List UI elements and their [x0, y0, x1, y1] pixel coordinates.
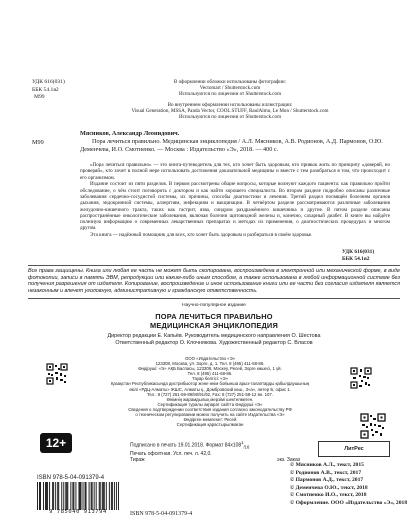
publisher-line: Тел. 8 (495) 411-68-86. [187, 371, 233, 377]
qr-code-icon [360, 413, 386, 439]
age-rating-badge: 12+ [40, 433, 72, 453]
udk-code: УДК 616(031) [342, 249, 375, 255]
title-line-2: МЕДИЦИНСКАЯ ЭНЦИКЛОПЕДИЯ [150, 321, 278, 330]
publisher-line: Қазақстан Республикасында дистрибьютор және өнім бойынша арыз-талаптарды қабылдаушының [110, 381, 310, 387]
print-tirazh [130, 457, 300, 463]
copyright-line: © Деменчева О.Ю., текст, 2018 [290, 484, 368, 491]
credit-line: Используются по лицензии от Shutterstock.com [178, 114, 282, 121]
title-line-1: ПОРА ЛЕЧИТЬСЯ ПРАВИЛЬНО [155, 312, 273, 321]
udk-right-block [342, 249, 374, 262]
credit-line: Vectomart / Shutterstock.com [199, 85, 261, 92]
isbn-label: ISBN 978-5-04-091379-4 [37, 475, 105, 481]
publisher-line: өкілі «РДЦ-Алматы» ЖШС, Алматы қ., Домбровский көш., 3«а», литер Б, офис 1. [129, 386, 291, 392]
annotation-paragraph: Эта книга — надёжный помощник для всех, кто хочет быть здоровым и разбираться в своём здоровье. [90, 232, 313, 239]
publisher-line: Тауар белгісі: «Э» [192, 376, 228, 382]
annotation-paragraph: «Пора лечиться правильно» — это книга-путеводитель для тех, кто хочет быть здоровым, кто привык жить по принципу «доверяй, но проверяй», кто хочет в полной мере использовать достижения доказательной медицины и вместе с тем разобраться в том, что происходит с его организмом. [80, 162, 390, 181]
entry-title: Пора лечиться правильно. Медицинская энциклопедия / А.Л. Мясников, А.В. Родионов, А.Д. Пармонов, О.Ю. Деменчева, И.О. Смотненко. — Москва : Издательство «Э», 2018. — 400 с. [80, 138, 383, 153]
print-line: Печать офсетная. Усл. печ. л. 42,0. [130, 450, 212, 457]
annotation-paragraph: Издание состоит из пяти разделов. В первом рассмотрены общие вопросы, которые волнуют каждого пациента: как правильно пройти обследование, о чём стоит поговорить с доктором и как найти хорошего специалиста. Во втором разделе подробно описаны различные заболевания сердечно-сосудистой системы, их причины, способы диагностики и лечения. Третий раздел посвящён болезням органов дыхания, эндокринной системы, аллергиям, инфекциям и вакцинации. В четвёртом разделе рассматриваются различные заболевания желудочно-кишечного тракта, таких как гастрит, язва, синдром раздражённого кишечника и другие. В пятом разделе описаны распространённые онкологические заболевания, включая болезни щитовидной железы и, конечно, сахарный диабет. В книге вы найдёте полезную информацию о современных лекарственных препаратах и методах их применения, о диагностических процедурах и многом другом. [80, 181, 390, 232]
publisher-line: ООО «Издательство «Э» [184, 356, 236, 361]
publisher-line: Сертификация туралы ақпарат сайтта Өндіруші «Э» [157, 401, 263, 407]
book-title [28, 312, 400, 330]
print-format: Подписано в печать 19.01.2018. Формат 84x108 [130, 442, 242, 449]
print-line [130, 440, 300, 451]
divider [28, 265, 400, 266]
isbn-bottom: ISBN 978-5-04-091379-4 [130, 511, 193, 517]
print-format-sup: 1 [241, 440, 244, 445]
tirazh-value: экз. Заказ [277, 457, 300, 464]
publisher-line: Өндірген мемлекет: Ресей [183, 417, 237, 423]
publisher-line: Сведения о подтверждении соответствия издания согласно законодательству РФ [128, 406, 292, 412]
publisher-line: Өндіруші: «Э» АҚБ Баспасы, 123308, Мәскеу, Ресей, Зорге көшесі, 1 үй. [138, 366, 282, 372]
barcode-icon [37, 482, 119, 510]
tirazh-label: Тираж [130, 457, 145, 464]
copyright-line: © Смотненко И.О., текст, 2018 [290, 492, 367, 498]
staff-line: Директор редакции Е. Капьёв. Руководитель медицинского направления О. Шестова [107, 333, 321, 339]
bbk-code: ББК 54.1я2 [32, 86, 59, 93]
publisher-line: Өнімнің жарамдылық мерзімі шектелмеген. [166, 396, 254, 402]
genre-label: Научно-популярное издание [182, 303, 246, 308]
litres-badge: ЛитРес [318, 441, 390, 457]
print-info [130, 440, 300, 463]
entry-author: Мясников, Александр Леонидович. [80, 130, 180, 137]
image-credits [60, 79, 400, 120]
credit-line: Visual Generation, MSSA, Panda Vector, COOL STUFF, RaulAlmu, Le Mon / Shutterstock.com [131, 107, 329, 114]
publisher-line: о техническом регулировании можно получить на сайте Издательства «Э» [135, 412, 285, 418]
udk-code: УДК 616(031) [32, 79, 65, 85]
publisher-line: Сертификация қарастырылмаған [176, 422, 244, 428]
credit-line: В оформлении обложки использованы фотографии: [173, 79, 287, 85]
barcode-digits: 9 785040 913794 [49, 509, 107, 515]
entry-code: М99 [32, 139, 44, 146]
annotation [80, 162, 390, 239]
publisher-line: 123308, Москва, ул. Зорге, д. 1. Тел. 8 (495) 411-68-86. [155, 361, 265, 367]
publisher-line: Тел.: 8 (727) 251-59-89/90/91/92, Fax: 8 (727) 251-58-12 вн. 107. [147, 391, 273, 397]
copyrights [290, 462, 407, 507]
copyright-line: © Пармонов А.Д., текст, 2017 [290, 477, 364, 483]
rights-notice: Все права защищены. Книга или любая ее часть не может быть скопирована, воспроизведена в электронной или механической форме, в виде фотокопии, записи в память ЭВМ, репродукции или каким-либо иным способом, а также использована в любой информационной системе без получения разрешения от издателя. Копирование, воспроизведение и иное использование книги или ее части без согласия издателя является незаконным и влечет уголовную, административную и гражданскую ответственность. [28, 268, 400, 294]
credit-line: Используются по лицензии от Shutterstock.com [178, 91, 282, 98]
print-format-sub: /16 [243, 444, 250, 450]
author-sign: М99 [34, 94, 45, 101]
copyright-line: © Родионов А.В., текст, 2017 [290, 469, 362, 476]
copyright-line: © Мясников А.Л., текст, 2015 [290, 462, 364, 468]
divider [28, 298, 400, 299]
staff-line: Ответственный редактор О. Клочнякова. Художественный редактор С. Власов [115, 339, 313, 346]
publisher-info [60, 356, 360, 427]
copyright-line: © Оформление. ООО «Издательство «Э», 2018 [290, 499, 408, 506]
editorial-staff [28, 333, 400, 347]
credit-line: Во внутреннем оформлении использованы иллюстрации: [167, 101, 293, 108]
bbk-code: ББК 54.1я2 [342, 255, 370, 262]
